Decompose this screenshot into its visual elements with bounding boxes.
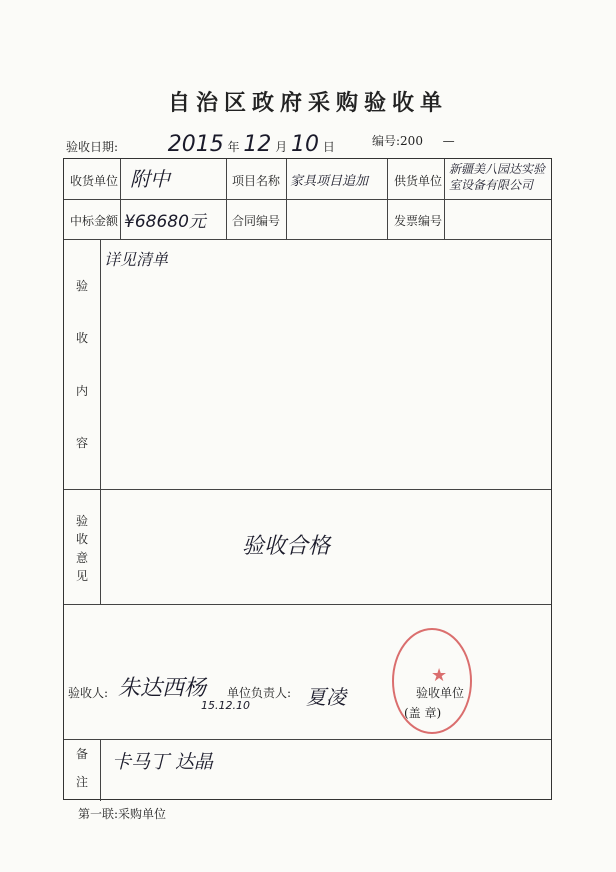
acceptor-signature: 朱达西杨 bbox=[118, 676, 207, 701]
contract-label: 合同编号 bbox=[232, 214, 281, 228]
col-divider bbox=[226, 159, 227, 239]
unit-head-label: 单位负责人: bbox=[227, 686, 292, 700]
acceptance-form bbox=[63, 158, 552, 800]
seal-label: (盖 章) bbox=[404, 706, 442, 720]
supplier-value: 新疆美八园达实验室设备有限公司 bbox=[449, 162, 546, 192]
month-label: 月 bbox=[275, 140, 288, 154]
official-seal-stamp bbox=[392, 628, 472, 734]
amount-value: ¥68680元 bbox=[124, 212, 206, 232]
remarks-value: 卡马丁 达晶 bbox=[112, 751, 214, 773]
receiver-value: 附中 bbox=[130, 167, 170, 191]
seal-star-icon: ★ bbox=[431, 665, 448, 686]
col-divider bbox=[100, 239, 101, 604]
footer-copy-note: 第一联:采购单位 bbox=[78, 807, 167, 821]
content-label: 验 收 内 容 bbox=[75, 279, 88, 451]
number-dash: — bbox=[442, 134, 455, 148]
year-label: 年 bbox=[227, 140, 240, 154]
col-divider bbox=[286, 159, 287, 239]
invoice-label: 发票编号 bbox=[394, 214, 443, 228]
date-day: 10 bbox=[291, 132, 320, 157]
receiver-label: 收货单位 bbox=[70, 174, 119, 188]
col-divider bbox=[387, 159, 388, 239]
col-divider bbox=[100, 739, 101, 801]
remarks-label: 备 注 bbox=[75, 747, 88, 790]
opinion-value: 验收合格 bbox=[242, 534, 331, 559]
col-divider bbox=[120, 159, 121, 239]
document-title: 自治区政府采购验收单 bbox=[167, 91, 448, 116]
project-label: 项目名称 bbox=[232, 174, 281, 188]
acceptor-label: 验收人: bbox=[68, 686, 109, 700]
acceptance-date bbox=[66, 132, 335, 157]
content-value: 详见清单 bbox=[104, 250, 169, 269]
date-month: 12 bbox=[243, 132, 272, 157]
project-value: 家具项目追加 bbox=[290, 174, 369, 189]
amount-label: 中标金额 bbox=[70, 214, 119, 228]
opinion-label: 验 收 意 见 bbox=[75, 514, 88, 584]
row-divider bbox=[64, 239, 551, 240]
unit-label: 验收单位 bbox=[416, 686, 465, 700]
row-divider bbox=[64, 739, 551, 740]
row-divider bbox=[64, 604, 551, 605]
number-label: 编号:200 bbox=[372, 134, 423, 148]
row-divider bbox=[64, 489, 551, 490]
date-year: 2015 bbox=[167, 132, 224, 157]
acceptor-date: 15.12.10 bbox=[201, 699, 250, 712]
unit-head-signature: 夏凌 bbox=[306, 685, 346, 709]
row-divider bbox=[64, 199, 551, 200]
date-label: 验收日期: bbox=[66, 140, 119, 154]
day-label: 日 bbox=[322, 140, 335, 154]
document-number bbox=[372, 132, 455, 149]
col-divider bbox=[444, 159, 445, 239]
supplier-label: 供货单位 bbox=[394, 174, 443, 188]
